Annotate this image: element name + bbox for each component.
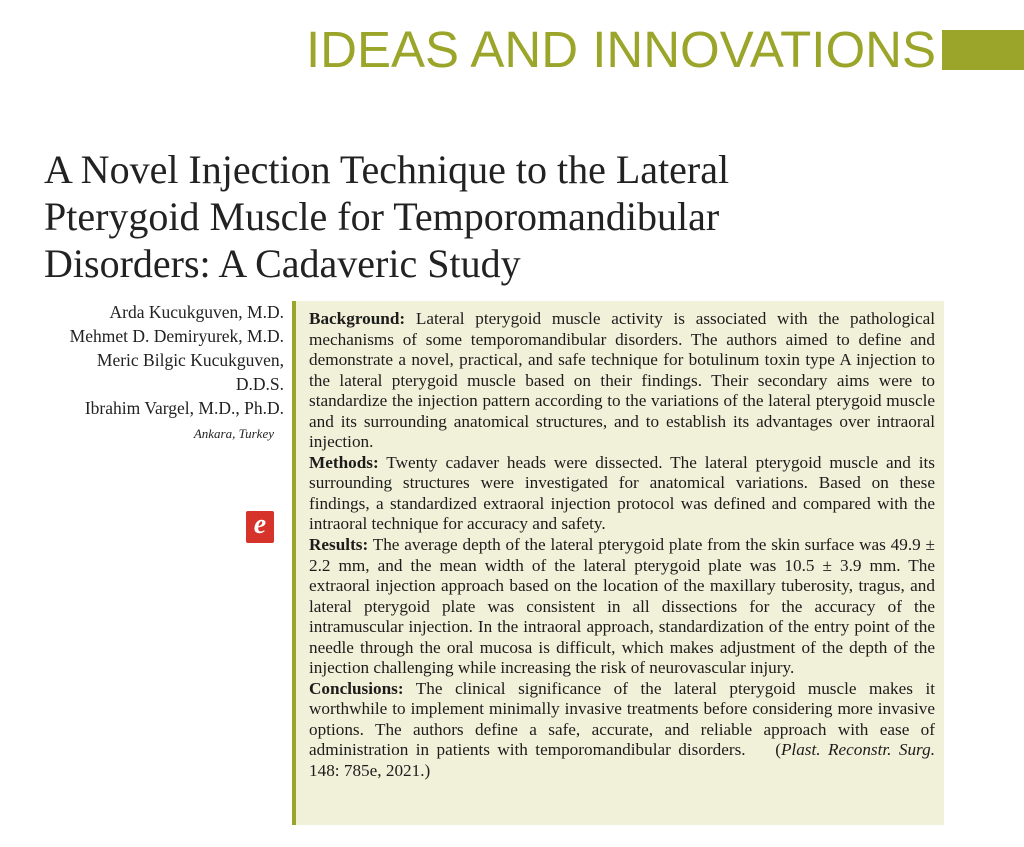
section-accent-bar [942,30,1024,70]
author-name: D.D.S. [235,374,284,394]
abstract-background [309,309,935,453]
author-name: Meric Bilgic Kucukguven, [96,350,284,370]
author-name: Mehmet D. Demiryurek, M.D. [69,326,284,346]
electronic-content-icon[interactable] [246,511,274,543]
section-header [306,22,1024,78]
abstract-results [309,535,935,679]
ebadge-letter: e [253,509,267,540]
author-location: Ankara, Turkey [193,426,274,441]
citation-journal: Plast. Reconstr. Surg. [780,740,935,760]
abstract-conclusions [309,679,935,782]
background-label: Background: [309,309,406,328]
section-label: IDEAS AND INNOVATIONS [305,21,936,78]
abstract-box [292,301,944,825]
author-name: Ibrahim Vargel, M.D., Ph.D. [84,398,284,418]
methods-label: Methods: [309,452,379,472]
conclusions-text: The clinical significance of the lateral pterygoid muscle makes it worthwhile to implement minimally invasive treatments before considering more invasive options. The authors define a safe, accurate, and reliable approach with ease of administration in patients with temporomandibular disorders. [309,678,935,760]
methods-text: Twenty cadaver heads were dissected. The lateral pterygoid muscle and its surrounding structures were investigated for anatomical variations. Based on these findings, a standardized extraoral injection protocol was defined and compared with the intraoral technique for accuracy and safety. [309,452,935,534]
results-text: The average depth of the lateral pterygoid plate from the skin surface was 49.9 ± 2.2 mm, and the mean width of the lateral pterygoid plate was 10.5 ± 3.9 mm. The extraoral injection approach based on the location of the maxillary tuberosity, tragus, and lateral pterygoid plate was consistent in all dissections for the accuracy of the intramuscular injection. In the intraoral approach, standardization of the entry point of the needle through the oral mucosa is difficult, which makes adjustment of the depth of the injection challenging while increasing the risk of neurovascular injury. [309,535,935,678]
abstract-methods [309,453,935,535]
title-line: Pterygoid Muscle for Temporomandibular [44,194,720,239]
title-line: Disorders: A Cadaveric Study [44,241,521,286]
author-name: Arda Kucukguven, M.D. [109,302,284,322]
author-list [70,300,284,446]
citation-open: ( [775,740,781,760]
article-title [44,146,944,287]
background-text: Lateral pterygoid muscle activity is associated with the pathological mechanisms of some temporomandibular disorders. The authors aimed to define and demonstrate a novel, practical, and safe technique for botulinum toxin type A injection to the lateral pterygoid muscle based on their findings. Their secondary aims were to standardize the injection pattern according to the variations of the lateral pterygoid muscle and its surrounding anatomical structures, and to establish its advantages over intraoral injection. [309,309,935,452]
citation-rest: 148: 785e, 2021.) [309,761,431,781]
title-line: A Novel Injection Technique to the Lateral [44,147,730,192]
conclusions-label: Conclusions: [309,678,404,698]
results-label: Results: [309,535,369,555]
